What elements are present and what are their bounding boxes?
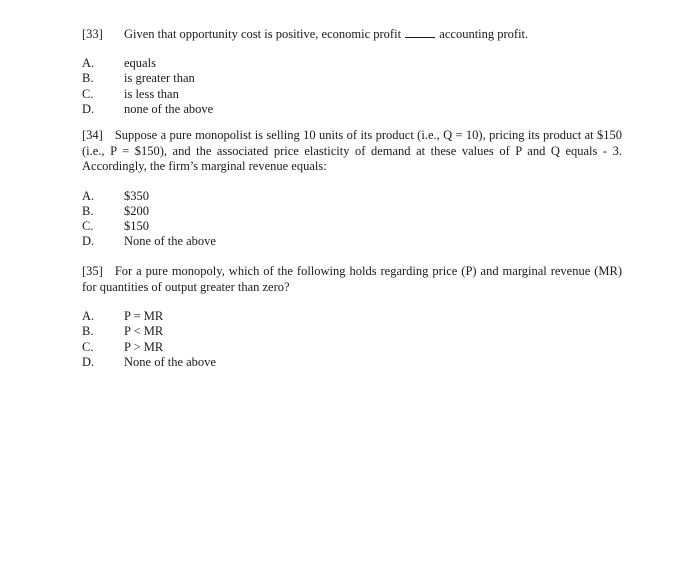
option-text: P < MR — [124, 324, 164, 339]
question-text-after-blank: accounting profit. — [439, 27, 529, 41]
question-text: For a pure monopoly, which of the following holds regarding price (P) and marginal revenue (MR) for quantities of output greater than zero? — [82, 264, 622, 294]
option-letter: A. — [82, 309, 95, 323]
option-c — [82, 219, 622, 234]
option-d — [82, 355, 622, 370]
question-35 — [82, 264, 622, 370]
option-text: P = MR — [124, 309, 164, 323]
option-letter: B. — [82, 203, 94, 218]
option-letter: C. — [82, 219, 94, 234]
option-text: equals — [124, 56, 156, 70]
question-number: [34] — [82, 128, 103, 142]
option-b — [82, 71, 622, 86]
question-34-stem — [82, 128, 622, 175]
option-letter: A. — [82, 56, 95, 70]
option-text: None of the above — [124, 234, 216, 249]
question-number: [33] — [82, 27, 103, 41]
option-text: none of the above — [124, 101, 214, 116]
question-text: Suppose a pure monopolist is selling 10 units of its product (i.e., Q = 10), pricing its product at $150 (i.e., P = $150), and the associated price elasticity of demand at these values of P and Q equals - 3. Accordingly, the firm’s marginal revenue equals: — [82, 128, 622, 173]
answer-blank — [405, 26, 435, 38]
option-letter: C. — [82, 86, 94, 101]
option-b — [82, 204, 622, 219]
option-text: $200 — [124, 203, 149, 218]
question-33-stem — [82, 26, 622, 42]
option-letter: C. — [82, 339, 94, 354]
question-33 — [82, 26, 622, 117]
question-number: [35] — [82, 264, 103, 278]
option-letter: D. — [82, 354, 95, 369]
option-letter: A. — [82, 188, 95, 203]
option-d — [82, 234, 622, 249]
question-34 — [82, 128, 622, 250]
option-text: is less than — [124, 86, 179, 101]
option-a — [82, 309, 622, 324]
question-text-before-blank: Given that opportunity cost is positive, economic profit — [124, 27, 402, 41]
option-a — [82, 189, 622, 204]
question-35-stem — [82, 264, 622, 295]
option-a — [82, 56, 622, 71]
option-text: is greater than — [124, 71, 195, 86]
option-letter: D. — [82, 234, 95, 249]
option-c — [82, 87, 622, 102]
option-text: None of the above — [124, 354, 216, 369]
option-d — [82, 102, 622, 117]
option-text: $350 — [124, 188, 149, 203]
option-letter: B. — [82, 324, 94, 339]
option-text: $150 — [124, 219, 149, 234]
question-34-options — [82, 189, 622, 250]
option-text: P > MR — [124, 339, 164, 354]
option-letter: D. — [82, 101, 95, 116]
question-35-options — [82, 309, 622, 370]
option-letter: B. — [82, 71, 94, 86]
option-c — [82, 340, 622, 355]
question-33-options — [82, 56, 622, 117]
option-b — [82, 324, 622, 339]
